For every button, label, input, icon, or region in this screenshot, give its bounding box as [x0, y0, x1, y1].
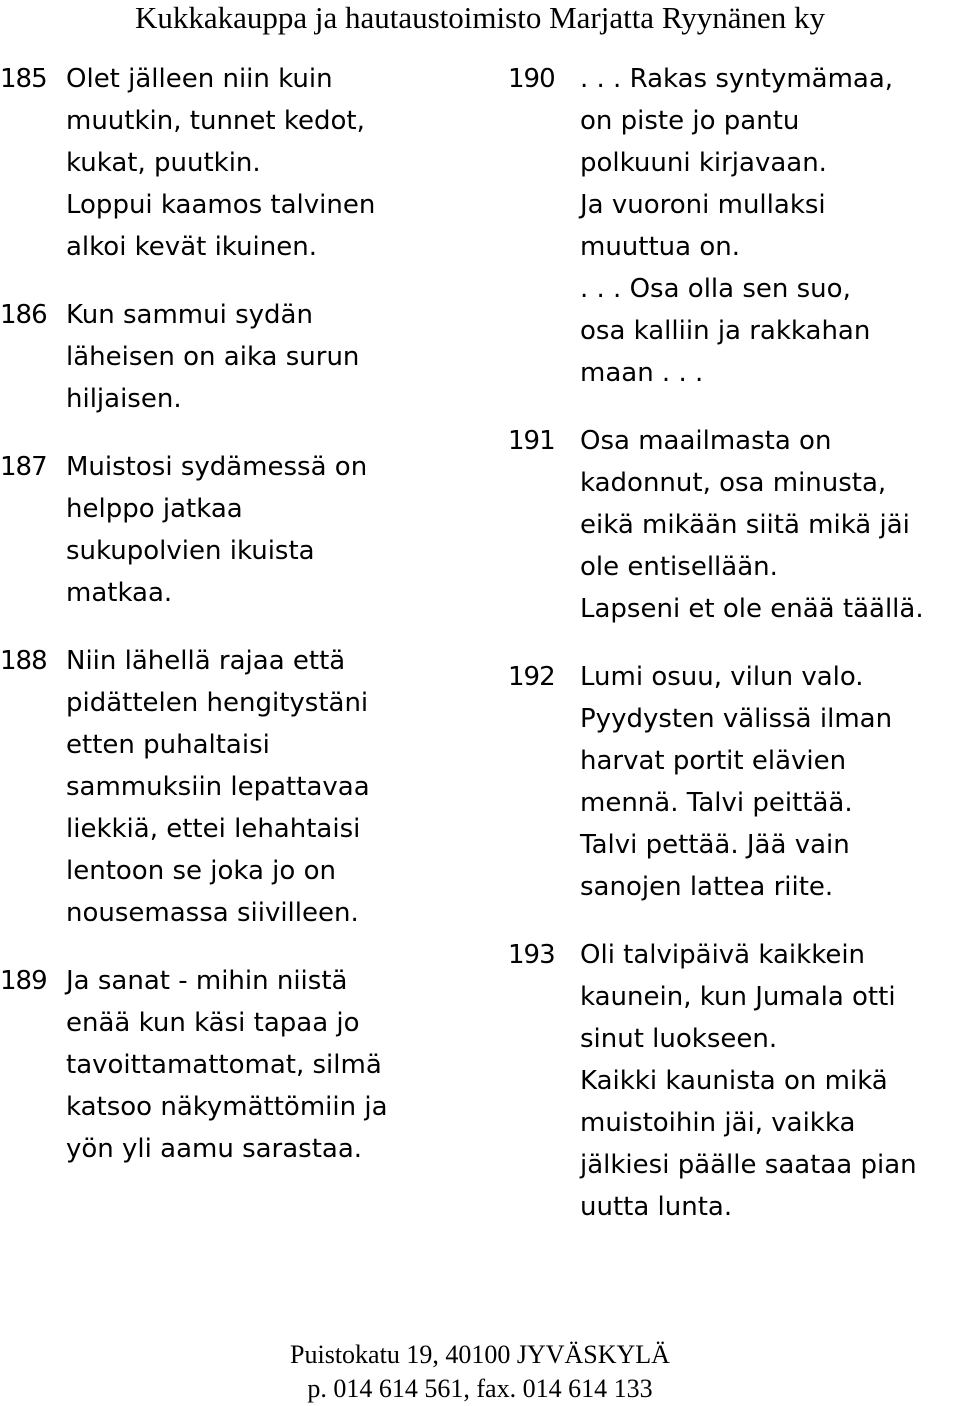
verse-number: 186	[0, 300, 47, 330]
verse-line: katsoo näkymättömiin ja	[66, 1092, 388, 1122]
verse-line: etten puhaltaisi	[66, 730, 270, 760]
verse	[508, 420, 960, 630]
verse-line: hiljaisen.	[66, 384, 182, 414]
verse-line: polkuuni kirjavaan.	[580, 148, 827, 178]
verses-right-column	[508, 58, 960, 1254]
verse-line: Kaikki kaunista on mikä	[580, 1066, 888, 1096]
verse-line: Kun sammui sydän	[66, 300, 313, 330]
verse-line: enää kun käsi tapaa jo	[66, 1008, 360, 1038]
verse-line: . . . Osa olla sen suo,	[580, 274, 851, 304]
verse	[0, 960, 470, 1170]
verse-line: muuttua on.	[580, 232, 740, 262]
verse-line: läheisen on aika surun	[66, 342, 360, 372]
verse-line: yön yli aamu sarastaa.	[66, 1134, 363, 1164]
verse	[508, 656, 960, 908]
verse-line: mennä. Talvi peittää.	[580, 788, 853, 818]
verse-line: Loppui kaamos talvinen	[66, 190, 376, 220]
verse-number: 190	[508, 64, 555, 94]
verse-number: 192	[508, 662, 555, 692]
verse-line: Lumi osuu, vilun valo.	[580, 662, 864, 692]
verse-text	[580, 420, 924, 630]
footer-phone: p. 014 614 561, fax. 014 614 133	[307, 1374, 653, 1403]
footer-contact	[0, 1338, 960, 1406]
verse-line: helppo jatkaa	[66, 494, 243, 524]
verse-text	[580, 934, 917, 1228]
verse-line: jälkiesi päälle saataa pian	[580, 1150, 917, 1180]
verse-line: Ja vuoroni mullaksi	[580, 190, 826, 220]
verse-line: ole entisellään.	[580, 552, 778, 582]
verse	[0, 294, 470, 420]
page-title: Kukkakauppa ja hautaustoimisto Marjatta Ryynänen ky	[134, 0, 826, 35]
verses-left-column	[0, 58, 470, 1196]
verse-line: kadonnut, osa minusta,	[580, 468, 887, 498]
verse-line: Niin lähellä rajaa että	[66, 646, 346, 676]
verse-line: pidättelen hengitystäni	[66, 688, 369, 718]
verse-line: uutta lunta.	[580, 1192, 733, 1222]
verse-line: Osa maailmasta on	[580, 426, 832, 456]
verse-line: Pyydysten välissä ilman	[580, 704, 893, 734]
verse-number: 188	[0, 646, 47, 676]
verse	[0, 446, 470, 614]
verse-text	[66, 640, 370, 934]
verse	[0, 58, 470, 268]
verse-line: Ja sanat - mihin niistä	[66, 966, 348, 996]
verse-line: Muistosi sydämessä on	[66, 452, 368, 482]
verse-line: matkaa.	[66, 578, 173, 608]
verse-line: Talvi pettää. Jää vain	[580, 830, 850, 860]
verse-text	[66, 294, 359, 420]
verse	[508, 58, 960, 394]
verse-text	[580, 58, 893, 394]
verse-line: harvat portit elävien	[580, 746, 847, 776]
verse-line: tavoittamattomat, silmä	[66, 1050, 382, 1080]
verse-number: 193	[508, 940, 555, 970]
verse-line: alkoi kevät ikuinen.	[66, 232, 317, 262]
verse-number: 191	[508, 426, 555, 456]
verse-text	[66, 446, 367, 614]
verse-line: nousemassa siivilleen.	[66, 898, 359, 928]
verse-line: osa kalliin ja rakkahan	[580, 316, 871, 346]
footer-address: Puistokatu 19, 40100 JYVÄSKYLÄ	[290, 1340, 670, 1369]
verse-line: sukupolvien ikuista	[66, 536, 315, 566]
verse-line: kaunein, kun Jumala otti	[580, 982, 896, 1012]
verse-number: 189	[0, 966, 47, 996]
verse-line: sanojen lattea riite.	[580, 872, 834, 902]
verse-line: . . . Rakas syntymämaa,	[580, 64, 894, 94]
verse-text	[66, 960, 388, 1170]
verse-line: Lapseni et ole enää täällä.	[580, 594, 924, 624]
verse-line: eikä mikään siitä mikä jäi	[580, 510, 910, 540]
verse	[0, 640, 470, 934]
verse-line: muutkin, tunnet kedot,	[66, 106, 365, 136]
verse-text	[580, 656, 892, 908]
verse-line: muistoihin jäi, vaikka	[580, 1108, 856, 1138]
verse-number: 187	[0, 452, 47, 482]
verse-line: liekkiä, ettei lehahtaisi	[66, 814, 361, 844]
verse-line: sinut luokseen.	[580, 1024, 778, 1054]
verse-number: 185	[0, 64, 47, 94]
verse-line: kukat, puutkin.	[66, 148, 261, 178]
verse	[508, 934, 960, 1228]
verse-line: Oli talvipäivä kaikkein	[580, 940, 866, 970]
verse-text	[66, 58, 375, 268]
verse-line: lentoon se joka jo on	[66, 856, 336, 886]
verse-line: sammuksiin lepattavaa	[66, 772, 370, 802]
verse-line: on piste jo pantu	[580, 106, 800, 136]
verse-line: Olet jälleen niin kuin	[66, 64, 333, 94]
verse-line: maan . . .	[580, 358, 704, 388]
